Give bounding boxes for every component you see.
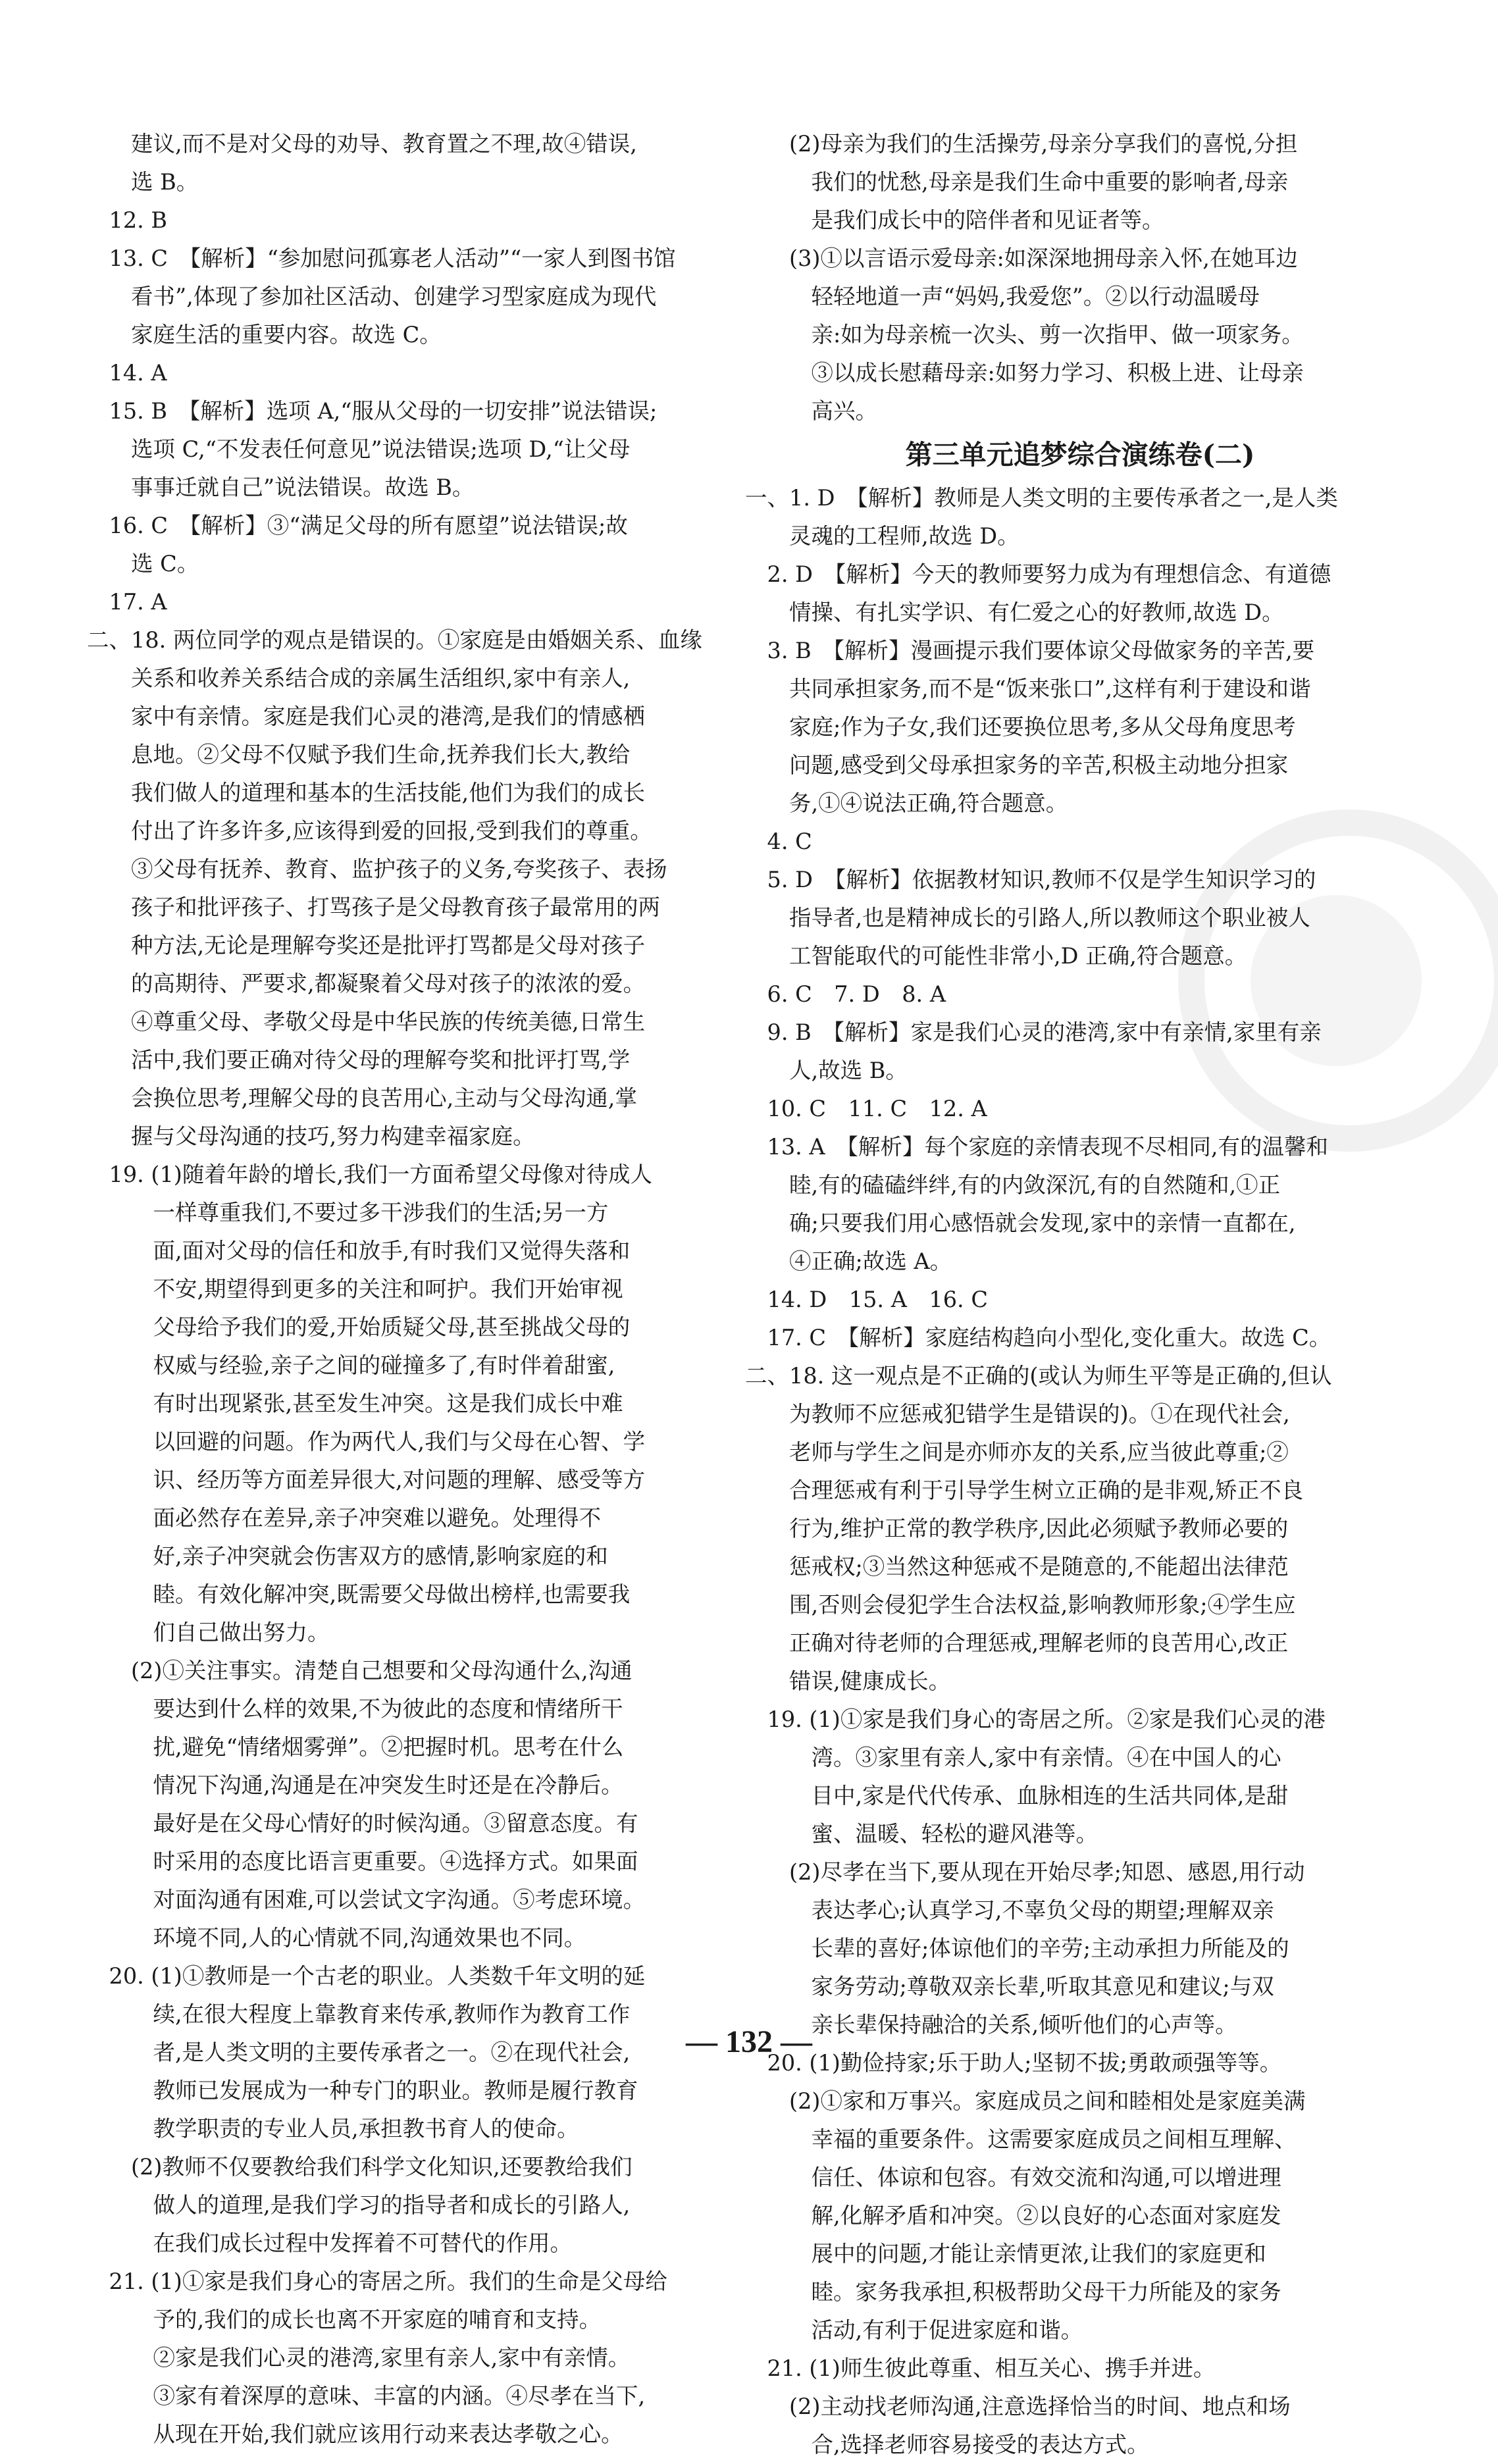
text-line: 5. D 【解析】依据教材知识,教师不仅是学生知识学习的 <box>745 867 1316 892</box>
text-line: 好,亲子冲突就会伤害双方的感情,影响家庭的和 <box>87 1543 608 1569</box>
text-line: 时采用的态度比语言更重要。④选择方式。如果面 <box>87 1849 638 1874</box>
text-line: 做人的道理,是我们学习的指导者和成长的引路人, <box>87 2192 631 2218</box>
left-column <box>87 125 745 2453</box>
text-line: (3)①以言语示爱母亲:如深深地拥母亲入怀,在她耳边 <box>745 245 1298 271</box>
text-line: 们自己做出努力。 <box>87 1620 330 1645</box>
text-line: 行为,维护正常的教学秩序,因此必须赋予教师必要的 <box>745 1516 1289 1541</box>
text-line: 种方法,无论是理解夸奖还是批评打骂都是父母对孩子 <box>87 933 646 958</box>
text-line: ③以成长慰藉母亲:如努力学习、积极上进、让母亲 <box>745 360 1304 386</box>
text-line: 二、18. 这一观点是不正确的(或认为师生平等是正确的,但认 <box>745 1363 1332 1389</box>
text-line: 关系和收养关系结合成的亲属生活组织,家中有亲人, <box>87 665 631 691</box>
text-line: 活动,有利于促进家庭和谐。 <box>745 2317 1083 2343</box>
text-line: 睦。家务我承担,积极帮助父母干力所能及的家务 <box>745 2279 1281 2305</box>
text-line: 蜜、温暖、轻松的避风港等。 <box>745 1821 1098 1847</box>
text-line: 工智能取代的可能性非常小,D 正确,符合题意。 <box>745 943 1247 969</box>
text-line: 为教师不应惩戒犯错学生是错误的)。①在现代社会, <box>745 1401 1290 1427</box>
text-line: (2)①家和万事兴。家庭成员之间和睦相处是家庭美满 <box>745 2088 1306 2114</box>
text-line: 问题,感受到父母承担家务的辛苦,积极主动地分担家 <box>745 752 1289 778</box>
text-line: 家中有亲情。家庭是我们心灵的港湾,是我们的情感栖 <box>87 704 646 729</box>
text-line: 面,面对父母的信任和放手,有时我们又觉得失落和 <box>87 1238 631 1264</box>
text-line: 睦。有效化解冲突,既需要父母做出榜样,也需要我 <box>87 1581 631 1607</box>
text-line: 识、经历等方面差异很大,对问题的理解、感受等方 <box>87 1467 646 1493</box>
section-heading: 第三单元追梦综合演练卷(二) <box>905 439 1255 471</box>
text-line: 握与父母沟通的技巧,努力构建幸福家庭。 <box>87 1123 535 1149</box>
text-line: 20. (1)勤俭持家;乐于助人;坚韧不拔;勇敢顽强等等。 <box>745 2050 1282 2076</box>
text-line: (2)①关注事实。清楚自己想要和父母沟通什么,沟通 <box>87 1658 633 1683</box>
text-line: 正确对待老师的合理惩戒,理解老师的良苦用心,改正 <box>745 1630 1289 1656</box>
text-line: 高兴。 <box>745 398 877 424</box>
text-line: 人,故选 B。 <box>745 1058 908 1083</box>
text-line: ④尊重父母、孝敬父母是中华民族的传统美德,日常生 <box>87 1009 646 1035</box>
text-line: 我们做人的道理和基本的生活技能,他们为我们的成长 <box>87 780 646 806</box>
text-line: 15. B 【解析】选项 A,“服从父母的一切安排”说法错误; <box>87 398 658 424</box>
text-line: 务,①④说法正确,符合题意。 <box>745 790 1068 816</box>
text-line: 一样尊重我们,不要过多干涉我们的生活;另一方 <box>87 1200 609 1225</box>
text-line: 选项 C,“不发表任何意见”说法错误;选项 D,“让父母 <box>87 436 631 462</box>
text-line: 14. D 15. A 16. C <box>745 1287 988 1312</box>
text-line: 息地。②父母不仅赋予我们生命,抚养我们长大,教给 <box>87 742 631 767</box>
text-line: 环境不同,人的心情就不同,沟通效果也不同。 <box>87 1925 586 1951</box>
text-line: 建议,而不是对父母的劝导、教育置之不理,故④错误, <box>87 131 637 157</box>
right-column <box>745 125 1415 2464</box>
text-line: 目中,家是代代传承、血脉相连的生活共同体,是甜 <box>745 1783 1289 1809</box>
text-line: 合,选择老师容易接受的表达方式。 <box>745 2432 1149 2457</box>
text-line: 会换位思考,理解父母的良苦用心,主动与父母沟通,掌 <box>87 1085 637 1111</box>
text-line: 19. (1)随着年龄的增长,我们一方面希望父母像对待成人 <box>87 1162 653 1187</box>
text-line: 错误,健康成长。 <box>745 1668 951 1694</box>
text-line: 老师与学生之间是亦师亦友的关系,应当彼此尊重;② <box>745 1439 1289 1465</box>
text-line: 续,在很大程度上靠教育来传承,教师作为教育工作 <box>87 2001 631 2027</box>
text-line: 19. (1)①家是我们身心的寄居之所。②家是我们心灵的港 <box>745 1707 1326 1732</box>
text-line: 选 C。 <box>87 551 199 577</box>
text-line: 对面沟通有困难,可以尝试文字沟通。⑤考虑环境。 <box>87 1887 646 1912</box>
text-line: 有时出现紧张,甚至发生冲突。这是我们成长中难 <box>87 1391 623 1416</box>
text-line: ③家有着深厚的意味、丰富的内涵。④尽孝在当下, <box>87 2383 646 2409</box>
text-line: 教学职责的专业人员,承担教书育人的使命。 <box>87 2116 579 2142</box>
text-line: 看书”,体现了参加社区活动、创建学习型家庭成为现代 <box>87 284 657 309</box>
text-line: 10. C 11. C 12. A <box>745 1096 987 1121</box>
text-line: 围,否则会侵犯学生合法权益,影响教师形象;④学生应 <box>745 1592 1296 1618</box>
text-line: (2)尽孝在当下,要从现在开始尽孝;知恩、感恩,用行动 <box>745 1859 1305 1885</box>
text-line: 事事迁就自己”说法错误。故选 B。 <box>87 475 475 500</box>
text-line: (2)母亲为我们的生活操劳,母亲分享我们的喜悦,分担 <box>745 131 1298 157</box>
text-line: 权威与经验,亲子之间的碰撞多了,有时伴着甜蜜, <box>87 1352 615 1378</box>
text-line: 父母给予我们的爱,开始质疑父母,甚至挑战父母的 <box>87 1314 631 1340</box>
text-line: 最好是在父母心情好的时候沟通。③留意态度。有 <box>87 1810 638 1836</box>
text-line: 扰,避免“情绪烟雾弹”。②把握时机。思考在什么 <box>87 1734 624 1760</box>
text-line: 亲:如为母亲梳一次头、剪一次指甲、做一项家务。 <box>745 322 1304 347</box>
text-line: 面必然存在差异,亲子冲突难以避免。处理得不 <box>87 1505 602 1531</box>
text-line: 21. (1)师生彼此尊重、相互关心、携手并进。 <box>745 2355 1216 2381</box>
text-line: 表达孝心;认真学习,不辜负父母的期望;理解双亲 <box>745 1897 1274 1923</box>
text-line: 二、18. 两位同学的观点是错误的。①家庭是由婚姻关系、血缘 <box>87 627 702 653</box>
text-line: 我们的忧愁,母亲是我们生命中重要的影响者,母亲 <box>745 169 1289 195</box>
text-line: 幸福的重要条件。这需要家庭成员之间相互理解、 <box>745 2126 1297 2152</box>
text-line: 以回避的问题。作为两代人,我们与父母在心智、学 <box>87 1429 646 1454</box>
text-line: ②家是我们心灵的港湾,家里有亲人,家中有亲情。 <box>87 2345 631 2371</box>
text-line: 活中,我们要正确对待父母的理解夸奖和批评打骂,学 <box>87 1047 631 1073</box>
text-line: 惩戒权;③当然这种惩戒不是随意的,不能超出法律范 <box>745 1554 1289 1579</box>
text-line: 9. B 【解析】家是我们心灵的港湾,家中有亲情,家里有亲 <box>745 1019 1322 1045</box>
text-line: 4. C <box>745 829 812 854</box>
text-line: 21. (1)①家是我们身心的寄居之所。我们的生命是父母给 <box>87 2269 667 2294</box>
right-column-bottom <box>745 479 1415 2464</box>
text-line: 长辈的喜好;体谅他们的辛劳;主动承担力所能及的 <box>745 1936 1289 1961</box>
text-line: 3. B 【解析】漫画提示我们要体谅父母做家务的辛苦,要 <box>745 638 1315 663</box>
text-line: 从现在开始,我们就应该用行动来表达孝敬之心。 <box>87 2421 623 2447</box>
text-line: ③父母有抚养、教育、监护孩子的义务,夸奖孩子、表扬 <box>87 856 667 882</box>
text-line: 家务劳动;尊敬双亲长辈,听取其意见和建议;与双 <box>745 1974 1274 1999</box>
text-line: 湾。③家里有亲人,家中有亲情。④在中国人的心 <box>745 1745 1281 1770</box>
text-line: 共同承担家务,而不是“饭来张口”,这样有利于建设和谐 <box>745 676 1311 702</box>
text-line: 14. A <box>87 360 167 386</box>
page-number: — 132 — <box>686 2024 812 2059</box>
text-line: 教师已发展成为一种专门的职业。教师是履行教育 <box>87 2078 638 2103</box>
text-line: 者,是人类文明的主要传承者之一。②在现代社会, <box>87 2040 631 2065</box>
text-line: 不安,期望得到更多的关注和呵护。我们开始审视 <box>87 1276 623 1302</box>
right-column-top <box>745 125 1415 430</box>
text-line: 2. D 【解析】今天的教师要努力成为有理想信念、有道德 <box>745 561 1331 587</box>
text-line: 予的,我们的成长也离不开家庭的哺育和支持。 <box>87 2307 602 2332</box>
text-line: 亲长辈保持融洽的关系,倾听他们的心声等。 <box>745 2012 1237 2038</box>
text-line: 的高期待、严要求,都凝聚着父母对孩子的浓浓的爱。 <box>87 971 646 996</box>
text-line: 灵魂的工程师,故选 D。 <box>745 523 1020 549</box>
text-line: (2)教师不仅要教给我们科学文化知识,还要教给我们 <box>87 2154 633 2180</box>
text-line: 睦,有的磕磕绊绊,有的内敛深沉,有的自然随和,①正 <box>745 1172 1281 1198</box>
text-line: 家庭生活的重要内容。故选 C。 <box>87 322 442 347</box>
text-line: 6. C 7. D 8. A <box>745 981 946 1007</box>
text-line: 17. A <box>87 589 167 615</box>
text-line: 13. C 【解析】“参加慰问孤寡老人活动”“一家人到图书馆 <box>87 245 676 271</box>
text-line: 12. B <box>87 207 168 233</box>
text-line: 在我们成长过程中发挥着不可替代的作用。 <box>87 2230 572 2256</box>
text-line: 16. C 【解析】③“满足父母的所有愿望”说法错误;故 <box>87 513 628 538</box>
text-line: 信任、体谅和包容。有效交流和沟通,可以增进理 <box>745 2165 1281 2190</box>
text-line: 孩子和批评孩子、打骂孩子是父母教育孩子最常用的两 <box>87 894 660 920</box>
text-line: 家庭;作为子女,我们还要换位思考,多从父母角度思考 <box>745 714 1296 740</box>
text-line: 要达到什么样的效果,不为彼此的态度和情绪所干 <box>87 1696 623 1722</box>
text-line: 是我们成长中的陪伴者和见证者等。 <box>745 207 1164 233</box>
text-line: 20. (1)①教师是一个古老的职业。人类数千年文明的延 <box>87 1963 646 1989</box>
text-line: 确;只要我们用心感悟就会发现,家中的亲情一直都在, <box>745 1210 1296 1236</box>
text-line: 指导者,也是精神成长的引路人,所以教师这个职业被人 <box>745 905 1310 931</box>
text-line: 合理惩戒有利于引导学生树立正确的是非观,矫正不良 <box>745 1477 1304 1503</box>
text-line: 13. A 【解析】每个家庭的亲情表现不尽相同,有的温馨和 <box>745 1134 1329 1160</box>
text-line: 情操、有扎实学识、有仁爱之心的好教师,故选 D。 <box>745 600 1284 625</box>
text-line: (2)主动找老师沟通,注意选择恰当的时间、地点和场 <box>745 2394 1291 2419</box>
text-line: 一、1. D 【解析】教师是人类文明的主要传承者之一,是人类 <box>745 485 1338 511</box>
text-line: ④正确;故选 A。 <box>745 1248 952 1274</box>
text-line: 情况下沟通,沟通是在冲突发生时还是在冷静后。 <box>87 1772 623 1798</box>
text-line: 展中的问题,才能让亲情更浓,让我们的家庭更和 <box>745 2241 1266 2267</box>
text-line: 选 B。 <box>87 169 199 195</box>
text-line: 17. C 【解析】家庭结构趋向小型化,变化重大。故选 C。 <box>745 1325 1331 1350</box>
text-line: 解,化解矛盾和冲突。②以良好的心态面对家庭发 <box>745 2203 1281 2228</box>
text-line: 轻轻地道一声“妈妈,我爱您”。②以行动温暖母 <box>745 284 1260 309</box>
text-line: 付出了许多许多,应该得到爱的回报,受到我们的尊重。 <box>87 818 652 844</box>
